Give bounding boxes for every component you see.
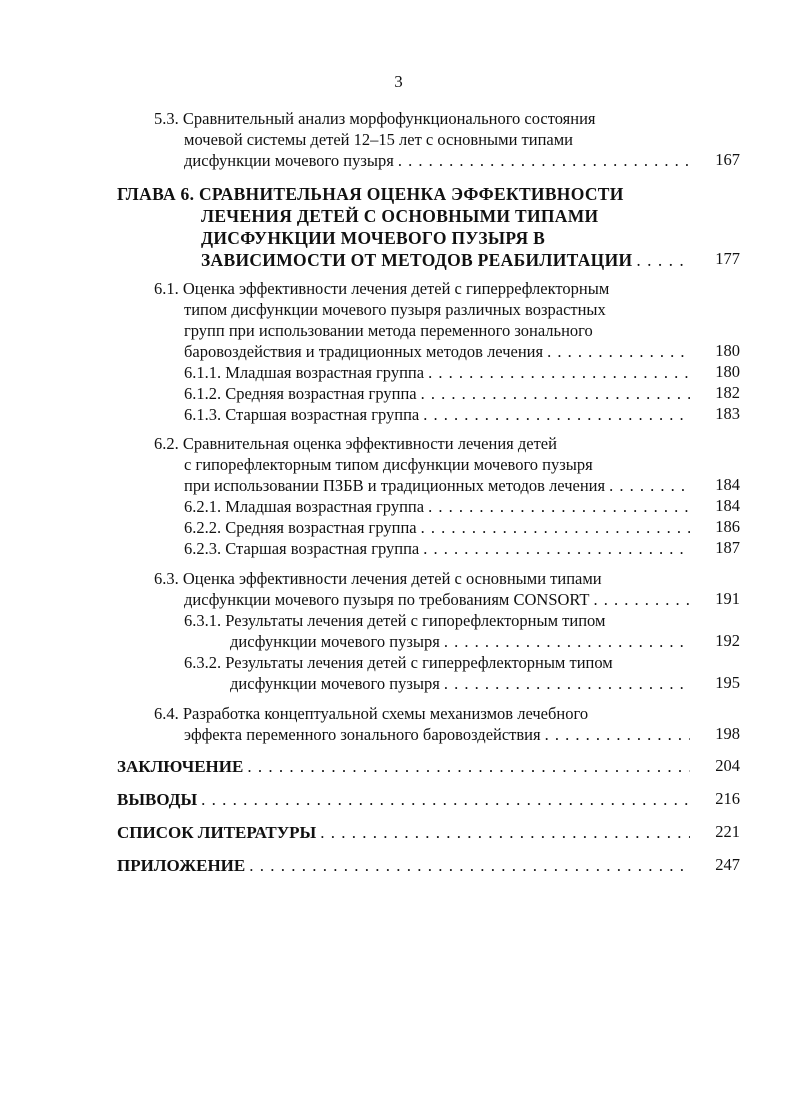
toc-entry-text: 6.3.1. Результаты лечения детей с гипорефлекторным типом [184,611,606,630]
dot-leader [394,150,690,171]
dot-leader [424,496,690,517]
page-ref-6-4: 198 [715,724,740,743]
page-ref-6-3: 191 [715,589,740,608]
dot-leader [417,383,690,404]
toc-entry-text: 6.1. Оценка эффективности лечения детей с гиперрефлекторным [154,279,610,298]
toc-entry-text: дисфункции мочевого пузыря [230,674,440,693]
page-ref-appendix: 247 [715,855,740,874]
page-ref-ch6: 177 [715,249,740,268]
toc-entry-6-1-3[interactable] [184,404,690,425]
toc-entry-text: типом дисфункции мочевого пузыря различных возрастных [184,300,606,319]
toc-entry-text: с гипорефлекторным типом дисфункции мочевого пузыря [184,455,593,474]
toc-references[interactable] [117,822,690,843]
section-title: ВЫВОДЫ [117,790,198,809]
toc-entry-5-3[interactable] [154,108,690,171]
toc-entry-6-3-2[interactable] [184,652,690,694]
toc-entry-text: 6.1.1. Младшая возрастная группа [184,363,425,382]
dot-leader [605,475,690,496]
page-ref-6-2: 184 [715,475,740,494]
dot-leader [590,589,690,610]
toc-findings[interactable] [117,789,690,810]
page-ref-6-1-2: 182 [715,383,740,402]
toc-entry-6-3-1[interactable] [184,610,690,652]
page-ref-6-3-1: 192 [715,631,740,650]
toc-entry-6-2-3[interactable] [184,538,690,559]
page-number: 3 [394,72,403,91]
page-ref-6-1-3: 183 [715,404,740,423]
toc-entry-text: дисфункции мочевого пузыря [230,632,440,651]
toc-entry-6-3[interactable] [154,568,690,610]
toc-entry-6-2[interactable] [154,433,690,496]
page-ref-6-2-1: 184 [715,496,740,515]
chapter-title: ЗАВИСИМОСТИ ОТ МЕТОДОВ РЕАБИЛИТАЦИИ [201,250,633,270]
dot-leader [417,517,690,538]
toc-entry-text: баровоздействия и традиционных методов лечения [184,342,544,361]
page-ref-6-1: 180 [715,341,740,360]
page-ref-5-3: 167 [715,150,740,169]
section-title: ЗАКЛЮЧЕНИЕ [117,757,244,776]
toc-entry-text: 6.1.2. Средняя возрастная группа [184,384,417,403]
toc-entry-text: дисфункции мочевого пузыря по требованиям CONSORT [184,590,590,609]
page-ref-conclusion: 204 [715,756,740,775]
toc-entry-text: 6.3.2. Результаты лечения детей с гиперрефлекторным типом [184,653,613,672]
dot-leader [424,362,690,383]
dot-leader [543,341,690,362]
toc-entry-text: 6.4. Разработка концептуальной схемы механизмов лечебного [154,704,589,723]
toc-entry-text: эффекта переменного зонального баровоздействия [184,725,541,744]
toc-entry-text: 6.2. Сравнительная оценка эффективности лечения детей [154,434,557,453]
toc-entry-text: 6.3. Оценка эффективности лечения детей с основными типами [154,569,602,588]
page-ref-6-2-2: 186 [715,517,740,536]
page-ref-6-2-3: 187 [715,538,740,557]
toc-entry-6-2-2[interactable] [184,517,690,538]
toc-entry-text: при использовании ПЗБВ и традиционных методов лечения [184,476,606,495]
toc-entry-6-1-1[interactable] [184,362,690,383]
section-title: СПИСОК ЛИТЕРАТУРЫ [117,823,317,842]
toc-appendix[interactable] [117,855,690,876]
toc-entry-text: 6.1.3. Старшая возрастная группа [184,405,420,424]
toc-entry-text: мочевой системы детей 12–15 лет с основными типами [184,130,573,149]
dot-leader [419,538,690,559]
toc-entry-text: групп при использовании метода переменного зонального [184,321,593,340]
toc-entry-6-2-1[interactable] [184,496,690,517]
dot-leader [440,631,690,652]
dot-leader [243,756,690,777]
page-ref-6-3-2: 195 [715,673,740,692]
section-title: ПРИЛОЖЕНИЕ [117,856,246,875]
toc-entry-text: 5.3. Сравнительный анализ морфофункционального состояния [154,109,596,128]
dot-leader [419,404,690,425]
dot-leader [541,724,690,745]
toc-entry-text: дисфункции мочевого пузыря [184,151,394,170]
toc-entry-text: 6.2.2. Средняя возрастная группа [184,518,417,537]
chapter-title: ЛЕЧЕНИЯ ДЕТЕЙ С ОСНОВНЫМИ ТИПАМИ [201,206,599,226]
toc-entry-text: 6.2.3. Старшая возрастная группа [184,539,420,558]
dot-leader [440,673,690,694]
dot-leader [316,822,690,843]
page-ref-6-1-1: 180 [715,362,740,381]
dot-leader [245,855,690,876]
toc-entry-6-1[interactable] [154,278,690,362]
page-ref-references: 221 [715,822,740,841]
toc-conclusion[interactable] [117,756,690,777]
dot-leader [632,249,685,271]
toc-entry-6-4[interactable] [154,703,690,745]
toc-entry-text: 6.2.1. Младшая возрастная группа [184,497,425,516]
dot-leader [197,789,690,810]
chapter-title: ГЛАВА 6. СРАВНИТЕЛЬНАЯ ОЦЕНКА ЭФФЕКТИВНОСТИ [117,184,624,204]
chapter-title: ДИСФУНКЦИИ МОЧЕВОГО ПУЗЫРЯ В [201,228,546,248]
page-ref-findings: 216 [715,789,740,808]
toc-entry-6-1-2[interactable] [184,383,690,404]
toc-chapter-6[interactable] [117,183,685,271]
